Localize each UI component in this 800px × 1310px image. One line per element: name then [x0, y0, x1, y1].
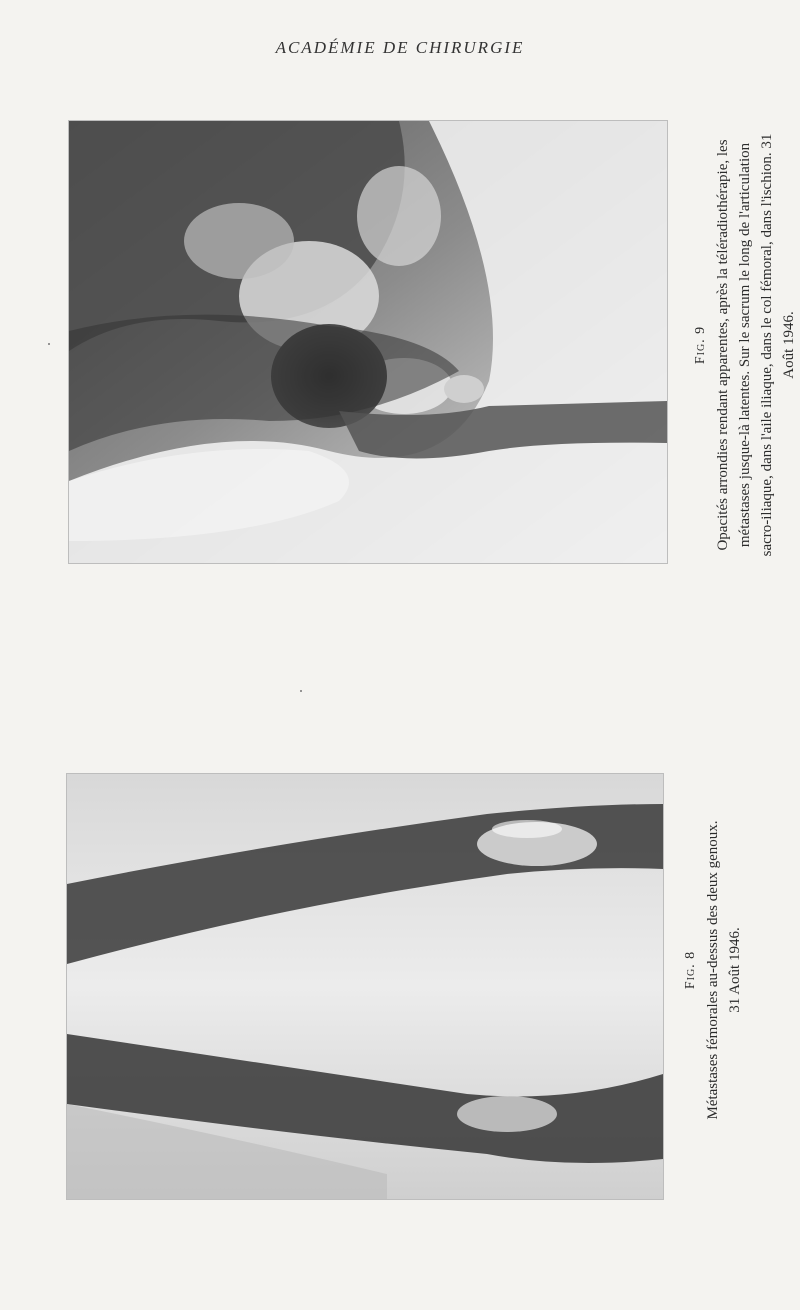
figure-8-radiograph: [66, 773, 664, 1200]
running-head: ACADÉMIE DE CHIRURGIE: [275, 38, 525, 57]
figure-8-caption: [680, 775, 746, 1165]
femur-xray-image: [67, 774, 663, 1199]
print-speck: [48, 343, 50, 345]
figure-9-label: Fig. 9: [693, 325, 708, 365]
pelvis-xray-image: [69, 121, 667, 563]
figure-9-radiograph: [68, 120, 668, 564]
figure-9-caption: [690, 130, 800, 560]
print-speck: [300, 690, 302, 692]
figure-9-caption-text: Opacités arrondies rendant apparentes, après la téléradiothérapie, les métastases jusque-là latentes. Sur le sacrum le long de l'articulation sacro-iliaque, dans l'aile iliaque, dans le col fémoral, dans l'ischion. 31 Août 1946.: [715, 133, 797, 557]
figure-8-caption-line-2: 31 Août 1946.: [727, 927, 743, 1013]
figure-8-label: Fig. 8: [683, 950, 698, 990]
figure-8-caption-line-1: Métastases fémorales au-dessus des deux genoux.: [705, 820, 721, 1120]
